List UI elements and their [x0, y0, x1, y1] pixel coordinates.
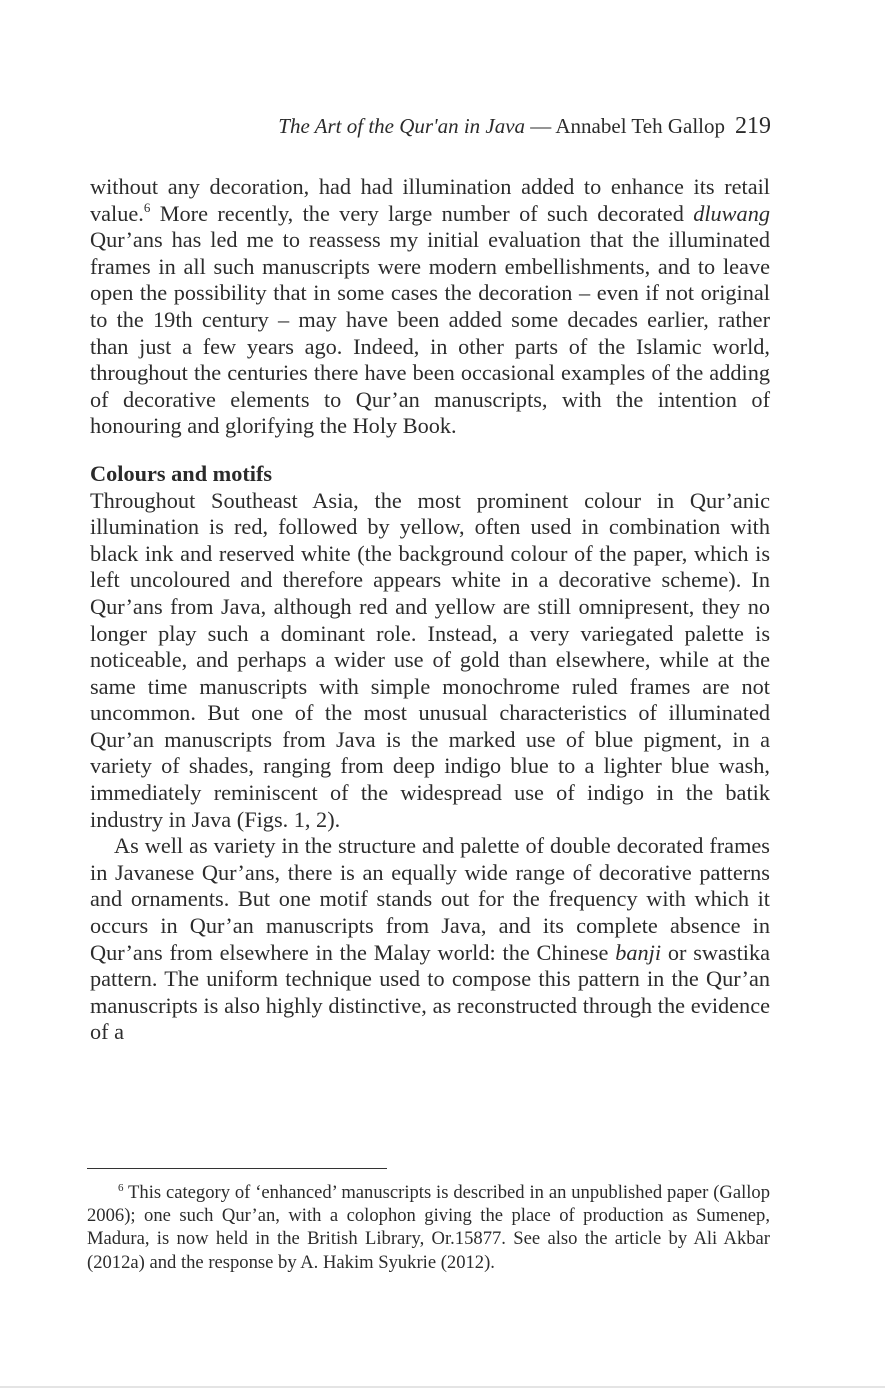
footnote-separator-rule	[87, 1168, 387, 1169]
paragraph-text: Qur’ans has led me to reassess my initial evaluation that the illuminated frames in all such manuscripts were modern embellishments, and to leave open the possibility that in some cases the decoration – even if not original to the 19th century – may have been added some decades earlier, rather than just a few years ago. Indeed, in other parts of the Islamic world, throughout the centuries there have been occasional examples of the adding of decorative elements to Qur’an manuscripts, with the intention of honouring and glorifying the Holy Book.	[90, 227, 770, 439]
paragraph-text: More recently, the very large number of such decorated	[150, 200, 694, 226]
section-heading: Colours and motifs	[90, 460, 273, 486]
running-header	[0, 111, 771, 141]
running-title: The Art of the Qur'an in Java	[278, 114, 526, 138]
italic-term: dluwang	[693, 200, 770, 226]
running-author: Annabel Teh Gallop	[555, 114, 725, 138]
paragraph-text: or swastika pattern. The uniform technique used to compose this pattern in the Qur’an manuscripts is also highly distinctive, as reconstructed through the evidence of a	[90, 939, 770, 1045]
footnote-6	[87, 1181, 770, 1274]
footnote-reference[interactable]: 6	[143, 199, 151, 215]
body-text	[90, 174, 770, 1046]
header-separator: —	[525, 114, 556, 138]
footnote-number: 6	[118, 1182, 124, 1194]
paragraph-text: without any decoration, had had illumination added to enhance its retail value.	[90, 174, 770, 226]
page-number: 219	[735, 113, 771, 139]
paragraph-3	[90, 833, 770, 1046]
italic-term: banji	[615, 939, 662, 965]
footnote	[87, 1181, 770, 1274]
paragraph-1	[90, 174, 770, 440]
footnote-text: This category of ‘enhanced’ manuscripts is described in an unpublished paper (Gallop 2006); one such Qur’an, with a colophon giving the place of production as Sumenep, Madura, is now held in the British Library, Or.15877. See also the article by Ali Akbar (2012a) and the response by A. Hakim Syukrie (2012).	[87, 1182, 770, 1273]
paragraph-text: As well as variety in the structure and palette of double decorated frames in Javanese Qur’ans, there is an equally wide range of decorative patterns and ornaments. But one motif stands out for the frequency with which it occurs in Qur’an manuscripts from Java, and its complete absence in Qur’ans from elsewhere in the Malay world: the Chinese	[90, 833, 770, 965]
paragraph-2: Throughout Southeast Asia, the most prominent colour in Qur’anic illumination is red, followed by yellow, often used in combination with black ink and reserved white (the background colour of the paper, which is left uncoloured and therefore appears white in a decorative scheme). In Qur’ans from Java, although red and yellow are still omnipresent, they no longer play such a dominant role. Instead, a very variegated palette is noticeable, and perhaps a wider use of gold than elsewhere, while at the same time manuscripts with simple monochrome ruled frames are not uncommon. But one of the most unusual characteristics of illuminated Qur’an manuscripts from Java is the marked use of blue pigment, in a variety of shades, ranging from deep indigo blue to a lighter blue wash, immediately reminiscent of the widespread use of indigo in the batik industry in Java (Figs. 1, 2).	[90, 487, 770, 832]
